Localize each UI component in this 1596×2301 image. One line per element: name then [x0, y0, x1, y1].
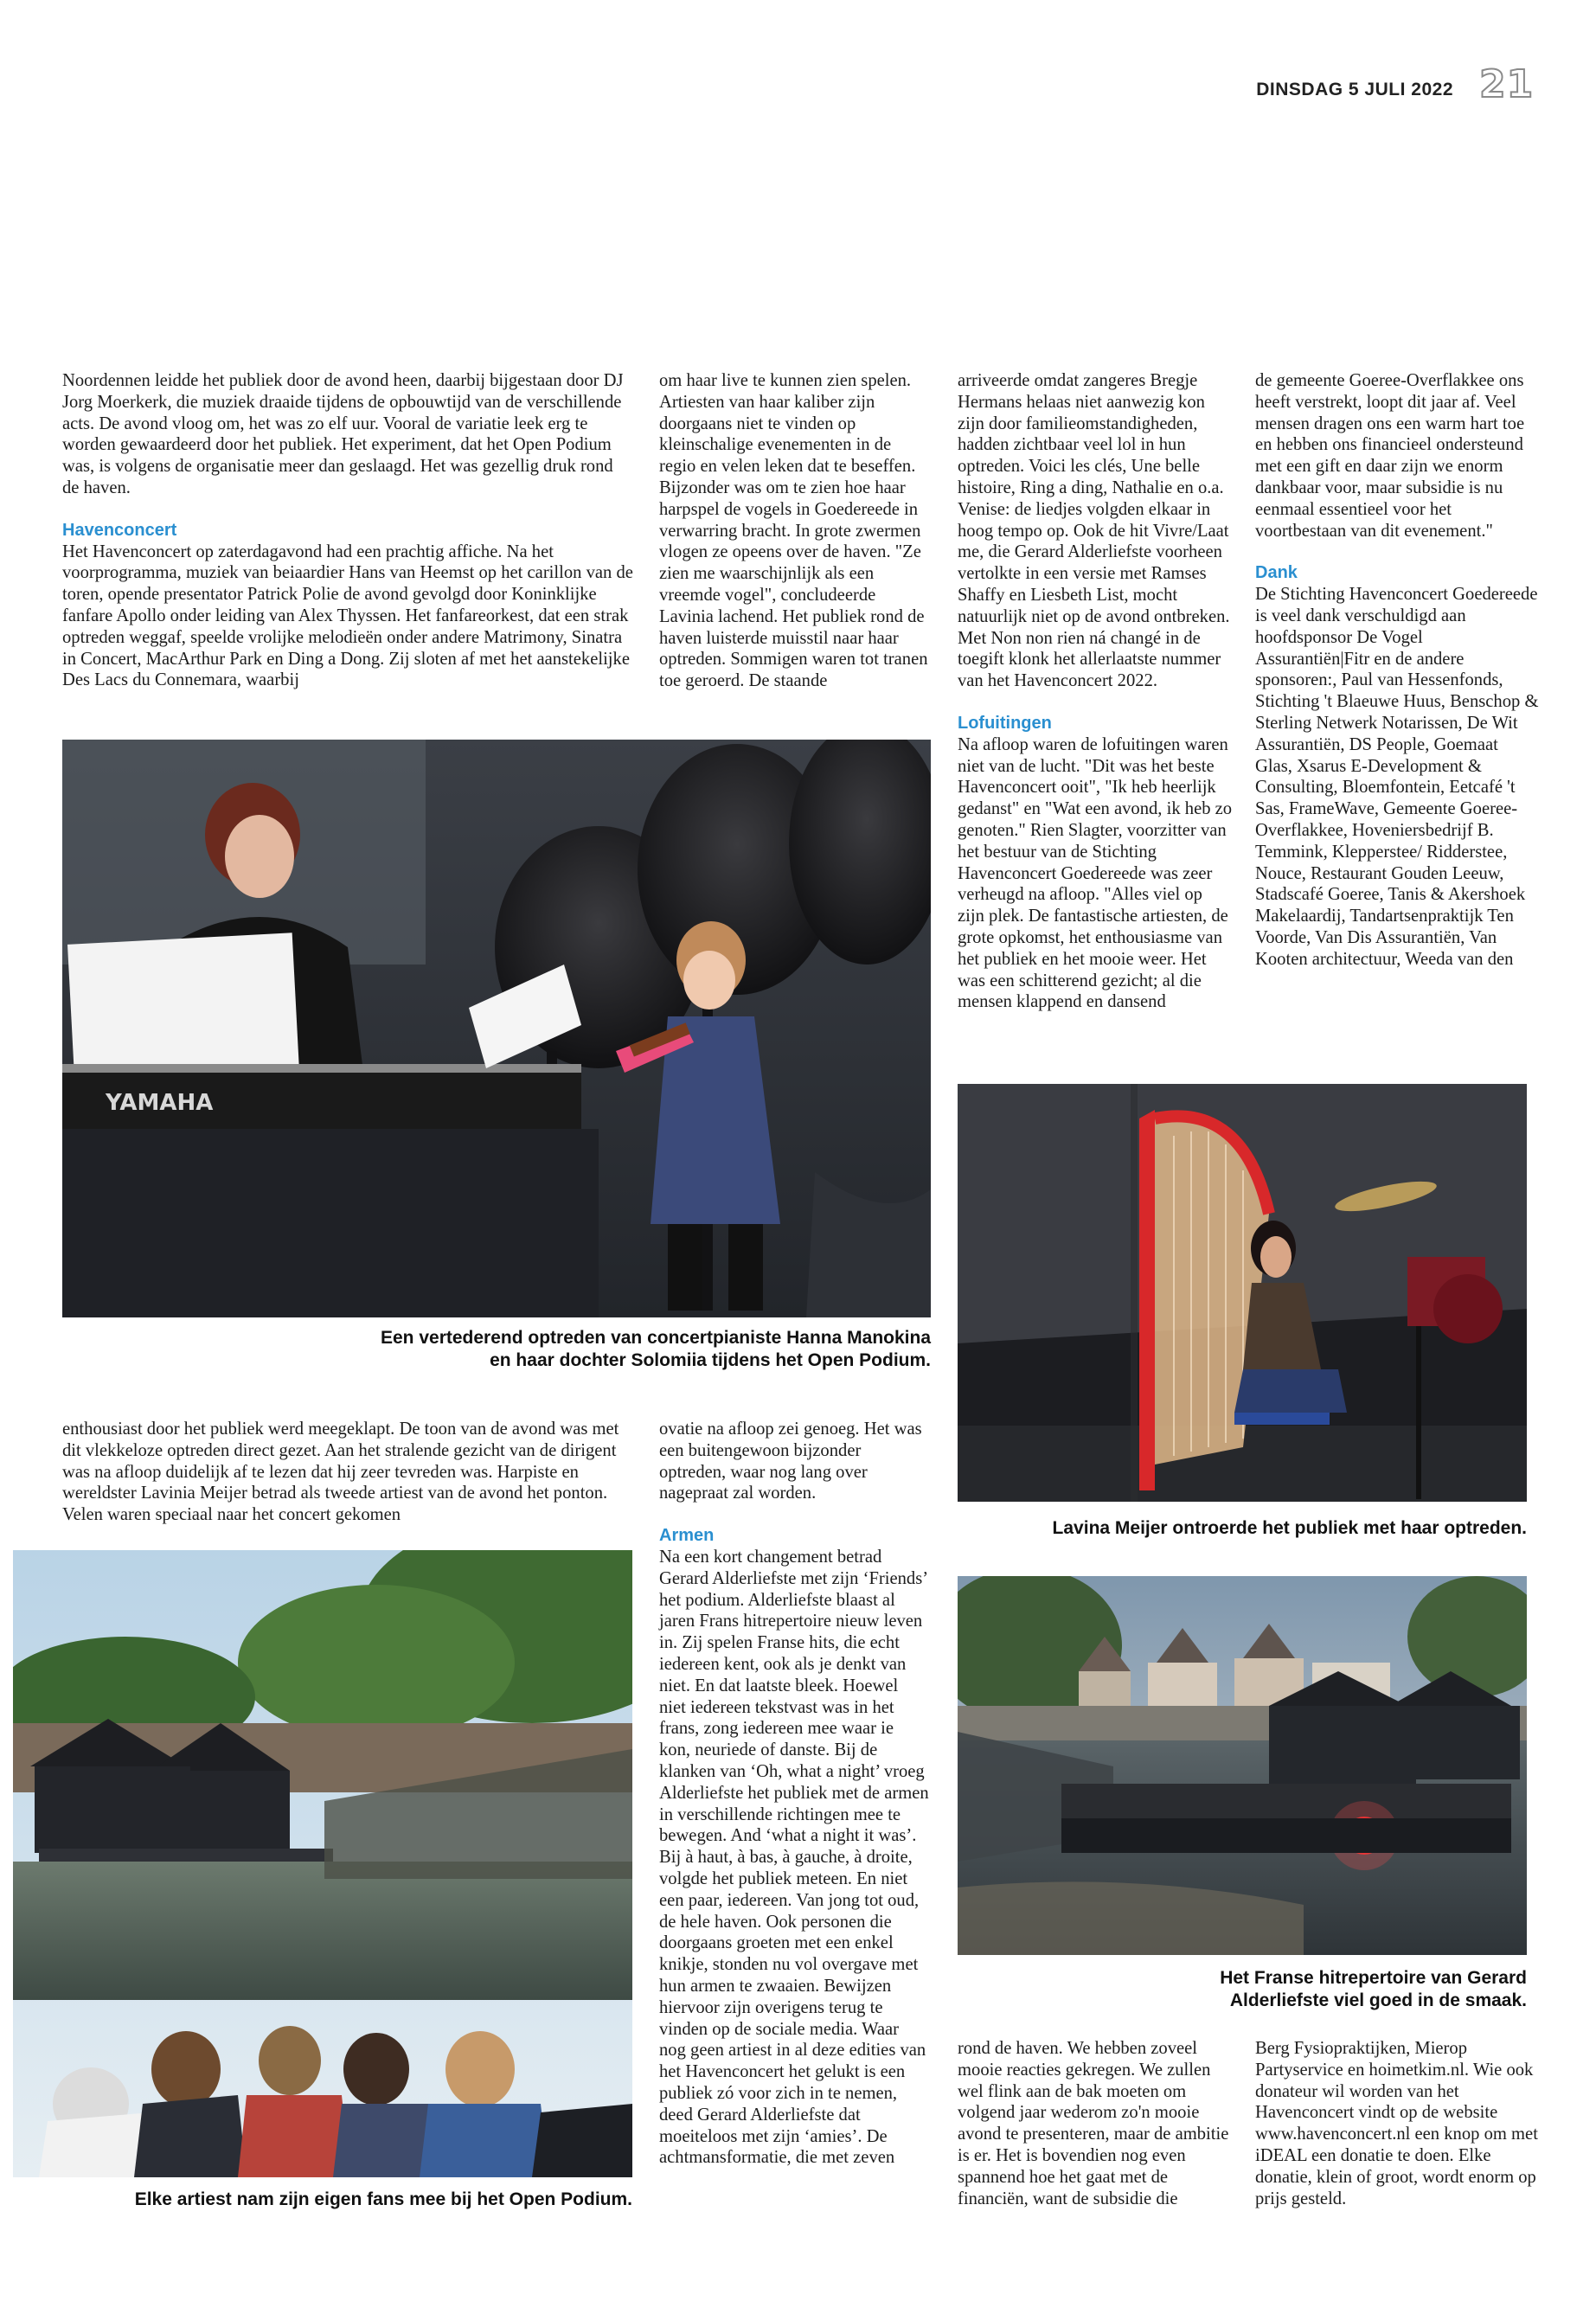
issue-date: DINSDAG 5 JULI 2022 — [1256, 80, 1453, 99]
article-column-2-top — [659, 370, 929, 692]
yamaha-label: YAMAHA — [106, 1090, 214, 1116]
caption-fans-line-1: Elke artiest nam zijn eigen fans mee bij het Open Podium. — [134, 2189, 632, 2209]
caption-harp — [958, 1517, 1527, 1540]
article-intro-column — [62, 370, 633, 691]
article-paragraph: enthousiast door het publiek werd meegeklapt. De toon van de avond was met dit vlekkeloze optreden direct gezet. Aan het stralende gezicht van de dirigent was na afloop duidelijk af te lezen dat hij zeer tevreden was. Harpiste en wereldster Lavinia Meijer betrad als tweede artiest van de avond het ponton. Velen waren speciaal naar het concert gekomen — [62, 1420, 619, 1525]
article-paragraph: ovatie na afloop zei genoeg. Het was een buitengewoon bijzonder optreden, waar nog lang over nagepraat zal worden. — [659, 1420, 922, 1503]
article-paragraph: arriveerde omdat zangeres Bregje Hermans helaas niet aanwezig kon zijn door familieomstandigheden, hadden zichtbaar veel lol in hun optreden. Voici les clés, Une belle histoire, Ring a ding, Nathalie en o.a. Venise: de liedjes volgden elkaar in hoog tempo op. Ook de hit Vivre/Laat me, die Gerard Alderliefste voorheen vertolkte in een versie met Ramses Shaffy en Liesbeth List, mocht natuurlijk niet op de avond ontbreken. Met Non non rien ná changé in de toegift klonk het allerlaatste nummer van het Havenconcert 2022. — [958, 371, 1230, 691]
article-column-2-bottom — [659, 1419, 929, 2169]
article-column-4-bottom — [1255, 2038, 1539, 2209]
article-column-4-top — [1255, 370, 1539, 971]
caption-french-line-1: Het Franse hitrepertoire van Gerard — [1220, 1968, 1527, 1988]
page-number: 21 — [1479, 62, 1535, 106]
subhead-lofuitingen: Lofuitingen — [958, 713, 1052, 733]
article-column-3-bottom — [958, 2038, 1233, 2209]
article-paragraph: Na een kort changement betrad Gerard Alderliefste met zijn ‘Friends’ het podium. Alderliefste blaast al jaren Frans hitrepertoire nieuw leven in. Zij spelen Franse hits, die echt iedereen kent, ook als je denkt van niet. En dat laatste bleek. Hoewel niet iedereen tekstvast was in het frans, zong iedereen mee waar ie kon, neuriede of danste. Bij de klanken van ‘Oh, what a night’ vroeg Alderliefste het publiek met de armen in verschillende richtingen mee te bewegen. And ‘what a night it was’. Bij à haut, à bas, à gauche, à droite, volgde het publiek meteen. En niet een paar, iedereen. Van jong tot oud, de hele haven. Ook personen die doorgaans groeten met een enkel knikje, stonden nu vol overgave met hun armen te zwaaien. Bewijzen hiervoor zijn overigens terug te vinden op de sociale media. Waar nog geen artiest in al deze edities van het Havenconcert het gelukt is een publiek zó voor zich in te nemen, deed Gerard Alderliefste dat moeiteloos met zijn ‘amies’. De achtmansformatie, die met zeven — [659, 1547, 929, 2168]
photo-harpist — [958, 1084, 1527, 1502]
caption-french — [958, 1967, 1527, 2012]
photo-harpist-illustration — [958, 1084, 1527, 1502]
article-paragraph: de gemeente Goeree-Overflakkee ons heeft verstrekt, loopt dit jaar af. Veel mensen dragen ons een warm hart toe en hebben ons financieel ondersteund met een gift en daar zijn we enorm dankbaar voor, maar subsidie is nu eenmaal essentieel voor het voortbestaan van dit evenement." — [1255, 371, 1525, 541]
photo-harbour-illustration — [13, 1550, 632, 2177]
article-paragraph: Na afloop waren de lofuitingen waren niet van de lucht. "Dit was het beste Havenconcert ooit", "Ik heb heerlijk gedanst" en "Wat een avond, ik heb zo genoten." Rien Slagter, voorzitter van het bestuur van de Stichting Havenconcert Goedereede was zeer verheugd na afloop. "Alles viel op zijn plek. De fantastische artiesten, de grote opkomst, het enthousiasme van het publiek en het mooie weer. Het was een schitterend gezicht; al die mensen klappend en dansend — [958, 734, 1233, 1012]
photo-harbour-audience — [13, 1550, 632, 2177]
caption-pianist-line-1: Een vertederend optreden van concertpianiste Hanna Manokina — [381, 1328, 931, 1348]
photo-french-repertoire — [958, 1576, 1527, 1955]
article-paragraph: Het Havenconcert op zaterdagavond had een prachtig affiche. Na het voorprogramma, muziek van beiaardier Hans van Heemst op het carillon van de toren, opende presentator Patrick Polie de avond gevolgd door Koninklijke fanfare Apollo onder leiding van Alex Thyssen. Het fanfareorkest, dat een strak optreden weggaf, speelde vrolijke melodieën onder andere Matrimony, Sinatra in Concert, MacArthur Park en Ding a Dong. Zij sloten af met het aanstekelijke Des Lacs du Connemara, waarbij — [62, 542, 633, 690]
caption-pianist — [62, 1327, 931, 1372]
article-paragraph: De Stichting Havenconcert Goedereede is veel dank verschuldigd aan hoofdsponsor De Vogel Assurantiën|Fitr en de andere sponsoren:, Paul van Hessenfonds, Stichting 't Blaeuwe Huus, Benschop & Sterling Netwerk Notarissen, De Wit Assurantiën, DS People, Goemaat Glas, Xsarus E-Development & Consulting, Bloemfontein, Eetcafé 't Sas, FrameWave, Gemeente Goeree-Overflakkee, Hoveniersbedrijf B. Temmink, Klepperstee/ Ridderstee, Nouce, Restaurant Gouden Leeuw, Stadscafé Goeree, Tanis & Akershoek Makelaardij, Tandartsenpraktijk Ten Voorde, Van Dis Assurantiën, Van Kooten architectuur, Weeda van den — [1255, 585, 1539, 969]
caption-harp-line-1: Lavina Meijer ontroerde het publiek met haar optreden. — [1052, 1518, 1527, 1538]
photo-pianist-and-daughter — [62, 740, 931, 1317]
article-paragraph: rond de haven. We hebben zoveel mooie reacties gekregen. We zullen wel flink aan de bak moeten om volgend jaar wederom zo'n mooie avond te presenteren, maar de ambitie is er. Het is bovendien nog even spannend hoe het gaat met de financiën, want de subsidie die — [958, 2039, 1229, 2208]
photo-pianist-illustration — [62, 740, 931, 1317]
caption-french-line-2: Alderliefste viel goed in de smaak. — [1229, 1990, 1527, 2010]
photo-dusk-harbour-illustration — [958, 1576, 1527, 1955]
caption-pianist-line-2: en haar dochter Solomiia tijdens het Open Podium. — [490, 1350, 931, 1370]
article-column-3-top — [958, 370, 1233, 1013]
article-paragraph: om haar live te kunnen zien spelen. Artiesten van haar kaliber zijn doorgaans niet te vinden op kleinschalige evenementen in de regio en velen leken dat te beseffen. Bijzonder was om te zien hoe haar harpspel de vogels in Goedereede in verwarring bracht. In grote zwermen vlogen ze opeens over de haven. "Ze zien me waarschijnlijk als een vreemde vogel", concludeerde Lavinia lachend. Het publiek rond de haven luisterde muisstil naar haar optreden. Sommigen waren tot tranen toe geroerd. De staande — [659, 371, 928, 691]
subhead-armen: Armen — [659, 1526, 715, 1546]
article-column-1-mid — [62, 1419, 633, 1526]
caption-fans — [13, 2189, 632, 2211]
subhead-havenconcert: Havenconcert — [62, 520, 177, 540]
article-paragraph: Berg Fysiopraktijken, Mierop Partyservice en hoimetkim.nl. Wie ook donateur wil worden van het Havenconcert vindt op de website www.havenconcert.nl een knop om met iDEAL een donatie te doen. Elke donatie, klein of groot, wordt enorm op prijs gesteld. — [1255, 2039, 1538, 2208]
article-paragraph: Noordennen leidde het publiek door de avond heen, daarbij bijgestaan door DJ Jorg Moerkerk, die muziek draaide tijdens de opbouwtijd van de verschillende acts. De avond vloog om, het was zo elf uur. Vooral de variatie leek erg te worden gewaardeerd door het publiek. Het experiment, dat het Open Podium was, is volgens de organisatie meer dan geslaagd. Het was gezellig druk rond de haven. — [62, 371, 624, 497]
subhead-dank: Dank — [1255, 563, 1298, 583]
